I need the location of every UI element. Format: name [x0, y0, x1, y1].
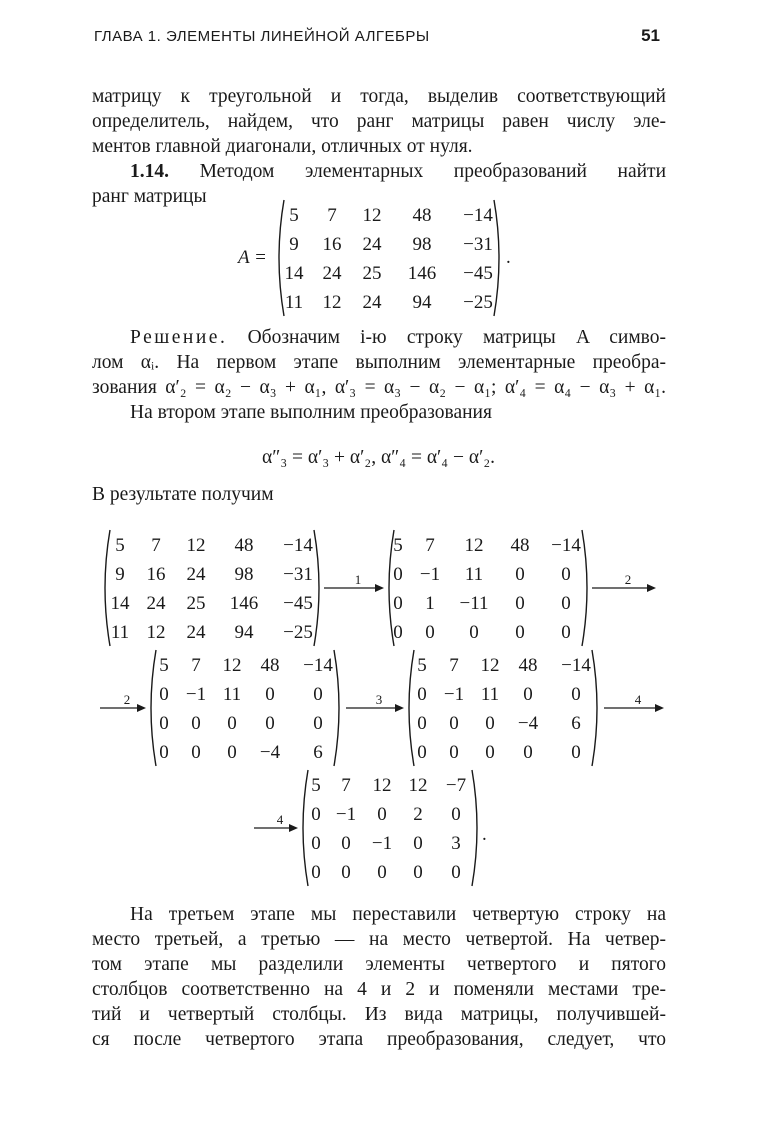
matrix-entry: 24 [362, 233, 382, 255]
matrix-entry: 0 [417, 712, 427, 734]
matrix-entry: 9 [115, 563, 125, 585]
matrix-entry: −7 [445, 774, 467, 796]
matrix-entry: 0 [191, 741, 201, 763]
matrix-entry: −4 [259, 741, 281, 763]
arrow-step-2-in [100, 692, 146, 712]
matrix-entry: 0 [191, 712, 201, 734]
matrix-entry: 0 [265, 683, 275, 705]
problem-line-1 [92, 159, 666, 184]
text-line: тий и четвертый столбцы. Из вида матрицы, получившей- [92, 1004, 666, 1025]
matrix-entry: 0 [227, 741, 237, 763]
matrix-entry: −14 [283, 534, 313, 556]
matrix-entry: 12 [372, 774, 392, 796]
matrix-entry: 0 [449, 741, 459, 763]
matrix-entry: 48 [518, 654, 538, 676]
page-number: 51 [641, 26, 660, 45]
matrix-entry: 25 [186, 592, 206, 614]
matrix-entry: 0 [227, 712, 237, 734]
matrix-entry: −25 [463, 291, 493, 313]
matrix-entry: −1 [443, 683, 465, 705]
matrix-entry: 16 [146, 563, 166, 585]
matrix-entry: 7 [327, 204, 337, 226]
result-line [92, 482, 666, 507]
arrow-step-4-in [254, 812, 298, 832]
text-line: В результате получим [92, 484, 274, 505]
matrix-step-2 [151, 650, 339, 766]
matrix-entry: −14 [463, 204, 493, 226]
matrix-entry: 0 [523, 683, 533, 705]
arrow-label: 1 [354, 572, 362, 587]
right-paren [314, 530, 319, 646]
arrow-label: 2 [624, 572, 632, 587]
text-line: определитель, найдем, что ранг матрицы равен числу эле- [92, 111, 666, 132]
matrix-step-4 [303, 770, 477, 886]
matrix-entry: 12 [464, 534, 484, 556]
matrix-step-0 [105, 530, 319, 646]
matrix-entry: 0 [413, 861, 423, 883]
matrix-entry: 5 [311, 774, 321, 796]
text-line: зования α′₂ = α₂ − α₃ + α₁, α′₃ = α₃ − α₂ − α₁; α′₄ = α₄ − α₃ + α₁. [92, 377, 666, 398]
right-paren [582, 530, 587, 646]
matrix-entry: 16 [322, 233, 342, 255]
arrow-step-3 [346, 692, 404, 712]
intro-paragraph [92, 84, 666, 159]
matrix-entry: 0 [341, 832, 351, 854]
matrix-entry: 3 [451, 832, 461, 854]
matrix-entry: 5 [289, 204, 299, 226]
problem-number: 1.14. [130, 161, 169, 182]
arrow-head [655, 704, 664, 712]
left-paren [151, 650, 156, 766]
matrix-entry: 0 [515, 621, 525, 643]
matrix-entry: −31 [463, 233, 493, 255]
matrix-a [238, 198, 538, 318]
matrix-entry: 0 [485, 741, 495, 763]
matrix-step-3 [409, 650, 597, 766]
matrix-entry: 0 [561, 563, 571, 585]
matrix-entry: 5 [417, 654, 427, 676]
matrix-entry: 7 [341, 774, 351, 796]
matrix-entry: 0 [341, 861, 351, 883]
matrix-entry: 2 [413, 803, 423, 825]
matrix-entry: 5 [393, 534, 403, 556]
matrix-entry: 12 [362, 204, 382, 226]
matrix-entry: 98 [412, 233, 432, 255]
matrix-entry: 0 [451, 861, 461, 883]
right-paren [472, 770, 477, 886]
matrix-entry: 11 [464, 563, 484, 585]
matrix-entry: 0 [417, 741, 427, 763]
matrix-entry: 0 [515, 563, 525, 585]
matrix-entry: 0 [561, 621, 571, 643]
problem-line-2: ранг матрицы [92, 186, 207, 207]
arrow-head [647, 584, 656, 592]
matrix-entry: 7 [425, 534, 435, 556]
matrix-entry: 1 [425, 592, 435, 614]
matrix-entry: 11 [222, 683, 242, 705]
text-line: столбцов соответственно на 4 и 2 и поменяли местами тре- [92, 979, 666, 1000]
matrix-entry: 11 [480, 683, 500, 705]
matrix-entry: 0 [313, 712, 323, 734]
text-line: ментов главной диагонали, отличных от нуля. [92, 136, 473, 157]
matrix-entry: 0 [393, 621, 403, 643]
text-line: матрицу к треугольной и тогда, выделив соответствующий [92, 86, 666, 107]
matrix-entry: −1 [371, 832, 393, 854]
matrix-entry: 11 [110, 621, 130, 643]
transformation-chain [0, 525, 762, 895]
running-title: ГЛАВА 1. ЭЛЕМЕНТЫ ЛИНЕЙНОЙ АЛГЕБРЫ [94, 28, 430, 45]
matrix-entry: 14 [284, 262, 304, 284]
matrix-entry: 94 [234, 621, 254, 643]
matrix-entry: 0 [571, 741, 581, 763]
matrix-entry: −45 [283, 592, 313, 614]
matrix-entry: −11 [459, 592, 489, 614]
matrix-entry: 0 [523, 741, 533, 763]
matrix-entry: −1 [419, 563, 441, 585]
matrix-entry: 0 [311, 803, 321, 825]
matrix-entry: 7 [191, 654, 201, 676]
matrix-entry: −45 [463, 262, 493, 284]
arrow-step-2-out [592, 572, 656, 592]
text-line: место третьей, а третью — на место четвертой. На четвер- [92, 929, 666, 950]
matrix-entry: −14 [551, 534, 581, 556]
matrix-entry: −1 [185, 683, 207, 705]
matrix-entry: 0 [377, 861, 387, 883]
left-paren [279, 200, 284, 316]
matrix-entry: 0 [159, 683, 169, 705]
matrix-entry: 5 [159, 654, 169, 676]
arrow-label: 3 [375, 692, 383, 707]
matrix-entry: 0 [561, 592, 571, 614]
arrow-label: 2 [123, 692, 131, 707]
text-line: лом αᵢ. На первом этапе выполним элементарные преобра- [92, 352, 666, 373]
matrix-entry: 12 [222, 654, 242, 676]
matrix-entry: 0 [311, 832, 321, 854]
matrix-entry: 48 [234, 534, 254, 556]
matrix-entry: −14 [561, 654, 591, 676]
matrix-entry: 25 [362, 262, 382, 284]
matrix-entry: 0 [313, 683, 323, 705]
matrix-entry: 24 [322, 262, 342, 284]
final-period: . [482, 824, 487, 845]
matrix-entry: 0 [469, 621, 479, 643]
arrow-head [289, 824, 298, 832]
matrix-entry: 24 [146, 592, 166, 614]
matrix-entry: 48 [510, 534, 530, 556]
text-line: На третьем этапе мы переставили четвертую строку на [130, 904, 666, 925]
matrix-entry: 0 [571, 683, 581, 705]
matrix-entry: 7 [449, 654, 459, 676]
arrow-label: 4 [634, 692, 642, 707]
matrix-step-1 [389, 530, 587, 646]
matrix-entry: 146 [407, 262, 437, 284]
solution-line-1 [92, 325, 666, 350]
arrow-label: 4 [276, 812, 284, 827]
left-paren [409, 650, 414, 766]
right-paren [494, 200, 499, 316]
matrix-entry: 12 [146, 621, 166, 643]
solution-paragraph [92, 325, 666, 425]
matrix-entry: 6 [313, 741, 323, 763]
text-line: ся после четвертого этапа преобразования, следует, что [92, 1029, 666, 1050]
matrix-entry: 0 [377, 803, 387, 825]
matrix-entry: 24 [186, 563, 206, 585]
solution-text: Обозначим i-ю строку матрицы A симво- [247, 327, 666, 348]
matrix-entry: 0 [265, 712, 275, 734]
matrix-entry: 0 [451, 803, 461, 825]
matrix-entry: 0 [425, 621, 435, 643]
matrix-entry: 12 [480, 654, 500, 676]
matrix-entry: 14 [110, 592, 130, 614]
matrix-entry: 12 [322, 291, 342, 313]
matrix-a-period: . [506, 247, 511, 268]
matrix-entry: −14 [303, 654, 333, 676]
left-paren [105, 530, 110, 646]
matrix-entry: 5 [115, 534, 125, 556]
matrix-entry: 94 [412, 291, 432, 313]
arrow-head [395, 704, 404, 712]
matrix-entry: 0 [393, 592, 403, 614]
matrix-entry: 0 [159, 741, 169, 763]
arrow-step-1 [324, 572, 384, 592]
matrix-entry: 0 [159, 712, 169, 734]
matrix-entry: 24 [362, 291, 382, 313]
matrix-entry: 0 [417, 683, 427, 705]
matrix-entry: 0 [311, 861, 321, 883]
text-line: На втором этапе выполним преобразования [130, 402, 492, 423]
matrix-entry: −1 [335, 803, 357, 825]
right-paren [592, 650, 597, 766]
matrix-entry: 0 [449, 712, 459, 734]
matrix-entry: 0 [485, 712, 495, 734]
solution-word: Решение. [130, 327, 228, 348]
matrix-entry: 0 [413, 832, 423, 854]
matrix-entry: 9 [289, 233, 299, 255]
matrix-entry: 6 [571, 712, 581, 734]
problem-text: Методом элементарных преобразований найти [199, 161, 667, 182]
matrix-entry: 98 [234, 563, 254, 585]
right-paren [334, 650, 339, 766]
matrix-entry: 11 [284, 291, 304, 313]
matrix-entry: 12 [408, 774, 428, 796]
left-paren [303, 770, 308, 886]
matrix-a-body [279, 200, 499, 316]
closing-paragraph [92, 902, 666, 1052]
matrix-entry: 24 [186, 621, 206, 643]
matrix-a-label: A = [238, 247, 267, 268]
matrix-entry: −25 [283, 621, 313, 643]
matrix-entry: −31 [283, 563, 313, 585]
matrix-entry: 12 [186, 534, 206, 556]
matrix-entry: −4 [517, 712, 539, 734]
text-line: том этапе мы разделили элементы четвертого и пятого [92, 954, 666, 975]
matrix-entry: 7 [151, 534, 161, 556]
arrow-head [137, 704, 146, 712]
matrix-entry: 0 [393, 563, 403, 585]
arrow-head [375, 584, 384, 592]
matrix-entry: 0 [515, 592, 525, 614]
running-head [94, 26, 668, 50]
matrix-entry: 48 [412, 204, 432, 226]
arrow-step-4-out [604, 692, 664, 712]
second-stage-formula: α″₃ = α′₃ + α′₂, α″₄ = α′₄ − α′₂. [262, 447, 496, 468]
matrix-entry: 146 [229, 592, 259, 614]
matrix-entry: 48 [260, 654, 280, 676]
